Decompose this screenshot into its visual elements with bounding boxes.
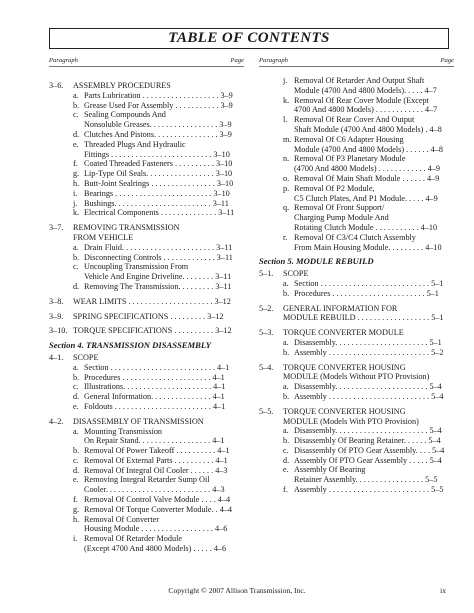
entry-number: 5–5. xyxy=(259,406,274,416)
toc-entry[interactable] xyxy=(259,426,454,436)
toc-entry[interactable] xyxy=(259,145,454,155)
entry-number: d. xyxy=(283,455,290,465)
entry-text: Parts Lubrication . . . . . . . . . . . . . . . . . . . 3–9 xyxy=(84,90,233,100)
entry-number: a. xyxy=(73,242,79,252)
entry-number: 3–6. xyxy=(49,81,64,90)
entry-number: d. xyxy=(73,129,80,139)
entry-number: b. xyxy=(283,436,290,446)
toc-entry[interactable] xyxy=(49,417,244,427)
toc-entry[interactable] xyxy=(49,262,244,272)
entry-number: r. xyxy=(283,232,288,242)
toc-entry[interactable] xyxy=(49,169,244,179)
toc-entry[interactable] xyxy=(259,313,454,323)
toc-entry[interactable] xyxy=(49,312,244,322)
toc-entry[interactable] xyxy=(259,485,454,495)
toc-entry[interactable] xyxy=(259,465,454,475)
entry-text: Threaded Plugs And Hydraulic xyxy=(84,139,186,149)
entry-number: d. xyxy=(73,281,80,291)
entry-number: g. xyxy=(73,504,80,514)
toc-entry[interactable] xyxy=(259,96,454,106)
toc-entry[interactable] xyxy=(49,495,244,505)
entry-number: 3–8. xyxy=(49,296,64,306)
toc-entry[interactable] xyxy=(259,213,454,223)
entry-text: Removal Of Torque Converter Module. . 4–4 xyxy=(84,504,232,514)
entry-number: a. xyxy=(283,382,289,392)
entry-number: a. xyxy=(283,278,289,288)
toc-entry[interactable] xyxy=(259,475,454,485)
entry-text: Removal Of Converter xyxy=(84,514,160,524)
entry-text: Removal Of External Parts . . . . . . . . . . 4–1 xyxy=(84,455,228,465)
entry-number: f. xyxy=(283,485,288,495)
entry-number: d. xyxy=(73,392,80,402)
entry-text: Assembly . . . . . . . . . . . . . . . . . . . . . . . . . 5–5 xyxy=(294,485,444,495)
toc-entry[interactable] xyxy=(49,282,244,292)
entry-text: Lip-Type Oil Seals. . . . . . . . . . . . . . . . . 3–10 xyxy=(84,169,233,179)
toc-entry[interactable] xyxy=(259,417,454,427)
toc-entry[interactable] xyxy=(49,515,244,525)
entry-text: SPRING SPECIFICATIONS . . . . . . . . . 3–12 xyxy=(73,311,224,321)
toc-entries-left xyxy=(49,76,244,554)
page-number: ix xyxy=(440,586,446,595)
entry-number: c. xyxy=(73,382,79,392)
toc-entry[interactable] xyxy=(49,297,244,307)
entry-text: Housing Module . . . . . . . . . . . . . . . . . . 4–6 xyxy=(84,524,228,534)
entry-text: Bushings. . . . . . . . . . . . . . . . . . . . . . . . 3–11 xyxy=(84,198,229,208)
toc-entry[interactable] xyxy=(49,189,244,199)
page-header: Page xyxy=(440,57,454,64)
toc-entry[interactable] xyxy=(259,174,454,184)
toc-entry[interactable] xyxy=(259,105,454,115)
entry-text: Vehicle And Engine Driveline. . . . . . . . 3–11 xyxy=(84,272,232,282)
entry-text: Disassembly Of Bearing Retainer. . . . . . 5–4 xyxy=(294,436,441,446)
page-title: TABLE OF CONTENTS xyxy=(49,28,449,49)
toc-entry[interactable] xyxy=(259,407,454,417)
entry-text: Nonsoluble Greases. . . . . . . . . . . . . . . . . 3–9 xyxy=(84,120,232,130)
toc-entry[interactable] xyxy=(259,243,454,253)
toc-entry[interactable] xyxy=(259,76,454,86)
entry-text: Removal Of Retarder And Output Shaft xyxy=(294,76,425,85)
entry-text: Removal Of Retarder Module xyxy=(84,534,182,544)
entry-number: j. xyxy=(73,198,78,208)
entry-text: Butt-Joint Sealrings . . . . . . . . . . . . . . . . 3–10 xyxy=(84,178,234,188)
entry-number: q. xyxy=(283,203,290,213)
entry-number: a. xyxy=(73,90,79,100)
page-header: Page xyxy=(230,57,244,64)
entry-number: i. xyxy=(73,188,78,198)
entry-number: c. xyxy=(283,445,289,455)
entry-text: From Main Housing Module. . . . . . . . . 4–10 xyxy=(294,242,442,252)
entry-number: b. xyxy=(73,372,80,382)
entry-text: FROM VEHICLE xyxy=(73,232,134,242)
toc-entry[interactable] xyxy=(259,86,454,96)
entry-number: 4–2. xyxy=(49,416,64,426)
toc-entry[interactable] xyxy=(49,446,244,456)
entry-text: Disassembly. . . . . . . . . . . . . . . . . . . . . . . 5–4 xyxy=(294,426,442,436)
toc-entry[interactable] xyxy=(259,382,454,392)
entry-text: Removal Of Main Shaft Module . . . . . . 4–9 xyxy=(294,173,440,183)
entry-text: 4700 And 4800 Models) . . . . . . . . . . . . 4–7 xyxy=(294,105,438,115)
entry-text: Assembly . . . . . . . . . . . . . . . . . . . . . . . . . 5–4 xyxy=(294,391,444,401)
entry-text: TORQUE CONVERTER HOUSING xyxy=(283,362,406,372)
toc-entry[interactable] xyxy=(49,392,244,402)
entry-text: Assembly Of PTO Gear Assembly . . . . . 5–4 xyxy=(294,455,442,465)
entry-text: ASSEMBLY PROCEDURES xyxy=(73,81,171,90)
toc-entry[interactable] xyxy=(49,436,244,446)
page-footer xyxy=(0,586,474,595)
toc-entry[interactable] xyxy=(49,179,244,189)
toc-entry[interactable] xyxy=(49,150,244,160)
toc-entry[interactable] xyxy=(49,101,244,111)
toc-entry[interactable] xyxy=(259,304,454,314)
entry-number: c. xyxy=(73,455,79,465)
entry-number: m. xyxy=(283,134,292,144)
entry-text: Mounting Transmission xyxy=(84,426,163,436)
entry-text: Cooler. . . . . . . . . . . . . . . . . . . . . . . . . . 4–3 xyxy=(84,485,225,495)
entry-number: b. xyxy=(73,252,80,262)
entry-text: MODULE (Models Without PTO Provision) xyxy=(283,372,430,382)
entry-text: Uncoupling Transmission From xyxy=(84,262,189,272)
entry-number: c. xyxy=(73,110,79,120)
entry-number: b. xyxy=(73,446,80,456)
entry-text: C5 Clutch Plates, And P1 Module. . . . . 4–9 xyxy=(294,193,438,203)
copyright-text: Copyright © 2007 Allison Transmission, Inc. xyxy=(168,586,306,595)
entry-text: WEAR LIMITS . . . . . . . . . . . . . . . . . . . . . 3–12 xyxy=(73,296,231,306)
toc-entry[interactable] xyxy=(49,130,244,140)
entry-number: h. xyxy=(73,514,80,524)
toc-entry[interactable] xyxy=(259,338,454,348)
toc-entry[interactable] xyxy=(259,164,454,174)
paragraph-header: Paragraph xyxy=(49,57,78,64)
entry-text: Removing The Transmission. . . . . . . . . 3–11 xyxy=(84,281,232,291)
entry-text: Drain Fluid. . . . . . . . . . . . . . . . . . . . . . . 3–11 xyxy=(84,242,233,252)
entry-text: Section . . . . . . . . . . . . . . . . . . . . . . . . . . 4–1 xyxy=(84,362,230,372)
entry-text: TORQUE SPECIFICATIONS . . . . . . . . . . 3–12 xyxy=(73,326,232,336)
entry-text: SCOPE xyxy=(283,269,309,279)
entry-number: b. xyxy=(283,288,290,298)
entry-text: Assembly Of Bearing xyxy=(294,465,366,475)
toc-entry[interactable] xyxy=(49,272,244,282)
entry-number: c. xyxy=(73,262,79,272)
toc-left-column xyxy=(49,56,244,554)
entry-text: Illustrations. . . . . . . . . . . . . . . . . . . . . . 4–1 xyxy=(84,382,226,392)
entry-number: 5–1. xyxy=(259,269,274,279)
toc-entry[interactable] xyxy=(259,194,454,204)
toc-entry[interactable] xyxy=(49,223,244,233)
toc-entry[interactable] xyxy=(259,135,454,145)
entry-text: Procedures . . . . . . . . . . . . . . . . . . . . . . 4–1 xyxy=(84,372,225,382)
toc-entry[interactable] xyxy=(49,353,244,363)
entry-number: f. xyxy=(73,495,78,505)
toc-entry[interactable] xyxy=(49,208,244,218)
entry-text: Disconnecting Controls . . . . . . . . . . . . . 3–11 xyxy=(84,252,233,262)
section-heading: Section 4. TRANSMISSION DISASSEMBLY xyxy=(49,340,212,351)
toc-entry[interactable] xyxy=(49,253,244,263)
toc-entry[interactable] xyxy=(49,373,244,383)
entry-text: Foldouts . . . . . . . . . . . . . . . . . . . . . . . . 4–1 xyxy=(84,401,226,411)
entry-text: TORQUE CONVERTER HOUSING xyxy=(283,406,406,416)
entry-number: l. xyxy=(283,115,288,125)
entry-number: a. xyxy=(73,362,79,372)
entry-text: SCOPE xyxy=(73,352,99,362)
entry-text: (4700 And 4800 Models) . . . . . . . . . . . . 4–9 xyxy=(294,164,441,174)
entry-number: e. xyxy=(73,139,79,149)
entry-number: b. xyxy=(73,100,80,110)
entry-text: General Information. . . . . . . . . . . . . . . 4–1 xyxy=(84,392,225,402)
entry-text: Sealing Compounds And xyxy=(84,110,166,120)
entry-number: p. xyxy=(283,183,290,193)
toc-entry[interactable] xyxy=(259,223,454,233)
toc-entry[interactable] xyxy=(49,159,244,169)
entry-text: Removal Of Front Support/ xyxy=(294,203,385,213)
entry-number: k. xyxy=(283,95,290,105)
entry-text: Removal Of Rear Cover Module (Except xyxy=(294,95,429,105)
entry-text: Rotating Clutch Module . . . . . . . . . . . 4–10 xyxy=(294,222,438,232)
entry-number: 5–3. xyxy=(259,328,274,338)
entry-number: b. xyxy=(283,347,290,357)
entry-text: Fittings . . . . . . . . . . . . . . . . . . . . . . . . . 3–10 xyxy=(84,149,230,159)
entry-number: 3–9. xyxy=(49,311,64,321)
entry-text: DISASSEMBLY OF TRANSMISSION xyxy=(73,416,204,426)
toc-entry[interactable] xyxy=(49,81,244,91)
toc-entry[interactable] xyxy=(259,233,454,243)
entry-text: Removing Integral Retarder Sump Oil xyxy=(84,475,210,485)
entry-text: Removal Of Power Takeoff . . . . . . . . . . 4–1 xyxy=(84,446,230,456)
entry-text: MODULE (Models With PTO Provision) xyxy=(283,416,419,426)
entry-text: Removal Of Integral Oil Cooler . . . . . . 4–3 xyxy=(84,465,228,475)
entry-number: i. xyxy=(73,534,78,544)
entry-number: a. xyxy=(73,426,79,436)
toc-entry[interactable] xyxy=(49,110,244,120)
toc-entry[interactable] xyxy=(259,269,454,279)
toc-entry[interactable] xyxy=(49,544,244,554)
entry-text: GENERAL INFORMATION FOR xyxy=(283,303,398,313)
entry-number: a. xyxy=(283,426,289,436)
entry-number: j. xyxy=(283,76,288,85)
toc-entry[interactable] xyxy=(259,348,454,358)
entry-text: Removal Of P2 Module, xyxy=(294,183,375,193)
entry-text: Removal Of C3/C4 Clutch Assembly xyxy=(294,232,416,242)
toc-entry[interactable] xyxy=(49,140,244,150)
entry-text: Removal Of P3 Planetary Module xyxy=(294,154,406,164)
entry-text: Disassembly Of PTO Gear Assembly. . . . 5–4 xyxy=(294,445,445,455)
toc-right-column xyxy=(259,56,454,495)
entry-number: k. xyxy=(73,208,80,218)
toc-entry[interactable] xyxy=(49,485,244,495)
entry-number: g. xyxy=(73,169,80,179)
toc-entry[interactable] xyxy=(259,363,454,373)
entry-text: Assembly . . . . . . . . . . . . . . . . . . . . . . . . . 5–2 xyxy=(294,347,444,357)
entry-number: a. xyxy=(283,337,289,347)
entry-text: Removal Of Control Valve Module . . . . 4–4 xyxy=(84,495,231,505)
toc-entry[interactable] xyxy=(49,91,244,101)
paragraph-header: Paragraph xyxy=(259,57,288,64)
toc-entry[interactable] xyxy=(49,382,244,392)
entry-text: (Except 4700 And 4800 Models) . . . . . 4–6 xyxy=(84,544,227,554)
toc-entry[interactable] xyxy=(49,233,244,243)
toc-entry[interactable] xyxy=(259,289,454,299)
entry-text: Module (4700 And 4800 Models). . . . . 4–7 xyxy=(294,85,437,95)
toc-entry[interactable] xyxy=(49,120,244,130)
entry-number: 3–7. xyxy=(49,223,64,233)
column-header xyxy=(259,56,454,65)
toc-entry[interactable] xyxy=(49,326,244,336)
toc-entry[interactable] xyxy=(259,115,454,125)
entry-number: n. xyxy=(283,154,290,164)
toc-entry[interactable] xyxy=(259,184,454,194)
entry-number: h. xyxy=(73,178,80,188)
toc-entry[interactable] xyxy=(259,446,454,456)
entry-text: Clutches And Pistons. . . . . . . . . . . . . . . . 3–9 xyxy=(84,129,232,139)
entry-text: On Repair Stand. . . . . . . . . . . . . . . . . . 4–1 xyxy=(84,436,225,446)
toc-entry[interactable] xyxy=(259,125,454,135)
entry-number: e. xyxy=(73,475,79,485)
entry-text: Charging Pump Module And xyxy=(294,213,389,223)
toc-entry[interactable] xyxy=(49,402,244,412)
toc-entry[interactable] xyxy=(49,363,244,373)
section-heading: Section 5. MODULE REBUILD xyxy=(259,256,374,267)
toc-entry[interactable] xyxy=(49,199,244,209)
entry-text: Module (4700 And 4800 Models) . . . . . . 4–8 xyxy=(294,144,443,154)
toc-entry[interactable] xyxy=(49,466,244,476)
toc-entry[interactable] xyxy=(49,475,244,485)
toc-entry[interactable] xyxy=(259,392,454,402)
entry-text: Retainer Assembly. . . . . . . . . . . . . . . . . 5–5 xyxy=(294,475,438,485)
entry-number: e. xyxy=(73,401,79,411)
entry-number: 3–10. xyxy=(49,326,68,336)
entry-text: Shaft Module (4700 And 4800 Models) . 4–8 xyxy=(294,124,442,134)
toc-entry[interactable] xyxy=(259,279,454,289)
toc-entry[interactable] xyxy=(49,524,244,534)
entry-text: Removal Of C6 Adapter Housing xyxy=(294,134,404,144)
toc-entry[interactable] xyxy=(259,328,454,338)
toc-entries-right xyxy=(259,76,454,495)
entry-number: d. xyxy=(73,465,80,475)
entry-text: Removal Of Rear Cover And Output xyxy=(294,115,415,125)
header-rule xyxy=(49,66,244,67)
toc-entry[interactable] xyxy=(259,154,454,164)
toc-entry[interactable] xyxy=(49,534,244,544)
toc-entry[interactable] xyxy=(49,243,244,253)
entry-number: 5–4. xyxy=(259,362,274,372)
entry-number: f. xyxy=(73,159,78,169)
entry-number: e. xyxy=(283,465,289,475)
header-rule xyxy=(259,66,454,67)
toc-entry[interactable] xyxy=(259,203,454,213)
entry-text: TORQUE CONVERTER MODULE xyxy=(283,328,404,338)
entry-number: b. xyxy=(283,391,290,401)
entry-text: Electrical Components . . . . . . . . . . . . . . 3–11 xyxy=(84,208,235,218)
toc-entry[interactable] xyxy=(259,372,454,382)
entry-text: Coated Threaded Fasteners . . . . . . . . . . 3–10 xyxy=(84,159,233,169)
toc-entry[interactable] xyxy=(49,427,244,437)
entry-text: Section . . . . . . . . . . . . . . . . . . . . . . . . . . . 5–1 xyxy=(294,278,444,288)
entry-number: 4–1. xyxy=(49,352,64,362)
entry-text: REMOVING TRANSMISSION xyxy=(73,223,180,233)
entry-number: 5–2. xyxy=(259,303,274,313)
entry-text: Procedures . . . . . . . . . . . . . . . . . . . . . . . 5–1 xyxy=(294,288,439,298)
toc-entry[interactable] xyxy=(259,436,454,446)
entry-text: MODULE REBUILD . . . . . . . . . . . . . . . . . . 5–1 xyxy=(283,313,444,323)
column-header xyxy=(49,56,244,65)
entry-text: Grease Used For Assembly . . . . . . . . . . . 3–9 xyxy=(84,100,233,110)
entry-text: Disassembly. . . . . . . . . . . . . . . . . . . . . . . 5–4 xyxy=(294,382,442,392)
entry-text: Disassembly. . . . . . . . . . . . . . . . . . . . . . . 5–1 xyxy=(294,337,442,347)
entry-text: Bearings . . . . . . . . . . . . . . . . . . . . . . . . 3–10 xyxy=(84,188,230,198)
toc-entry[interactable] xyxy=(49,456,244,466)
toc-entry[interactable] xyxy=(259,456,454,466)
entry-number: o. xyxy=(283,173,290,183)
toc-entry[interactable] xyxy=(49,505,244,515)
